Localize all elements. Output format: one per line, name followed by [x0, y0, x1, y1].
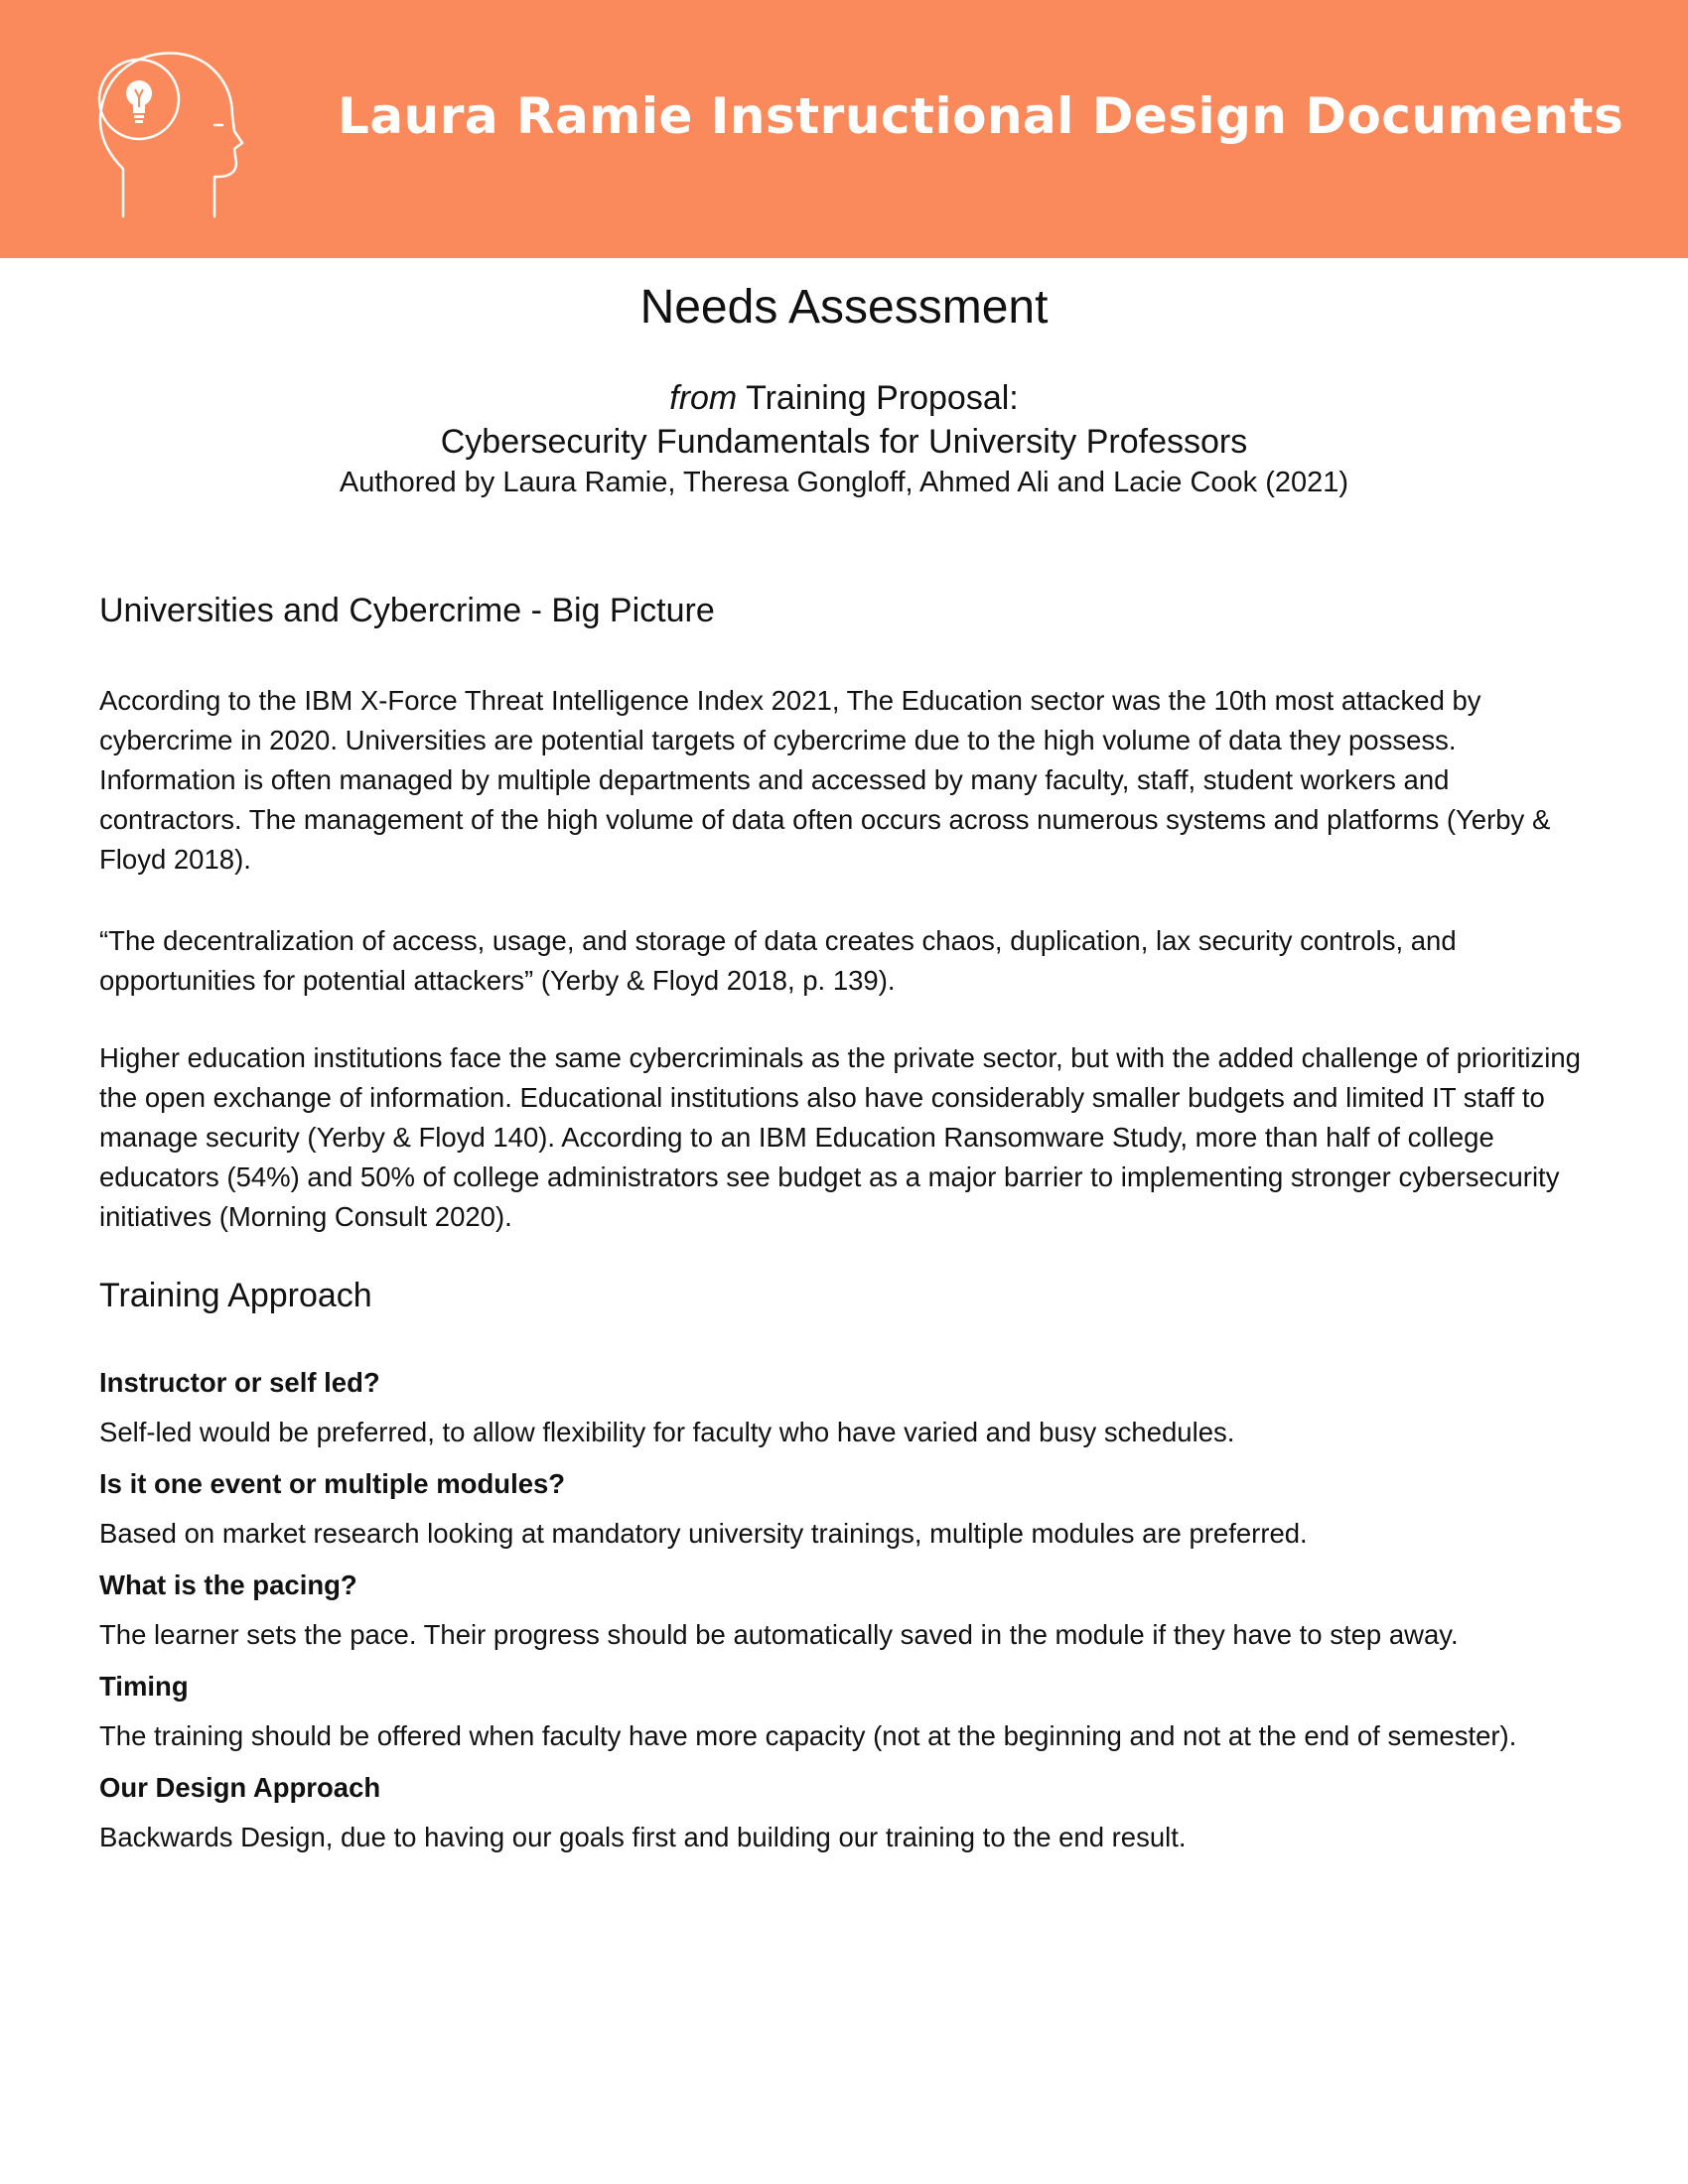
authors-line: Authored by Laura Ramie, Theresa Gongloff, Ahmed Ali and Lacie Cook (2021)	[339, 467, 1349, 498]
section-heading-training-approach: Training Approach	[99, 1277, 372, 1314]
answer-text: Based on market research looking at mandatory university trainings, multiple modules are preferred.	[99, 1518, 1308, 1549]
question-label: Is it one event or multiple modules?	[99, 1468, 566, 1499]
question-label: Instructor or self led?	[99, 1367, 380, 1398]
paragraph-higher-education: Higher education institutions face the same cybercriminals as the private sector, but with the added challenge of prioritizing the open exchange of information. Educational institutions also have considerably smaller budgets and limited IT staff to manage security (Yerby & Floyd 140). According to an IBM Education Ransomware Study, more than half of college educators (54%) and 50% of college administrators see budget as a major barrier to implementing stronger cybersecurity initiatives (Morning Consult 2020).	[99, 1042, 1581, 1232]
section-heading-big-picture: Universities and Cybercrime - Big Picture	[99, 592, 715, 629]
document-body	[99, 588, 1589, 1862]
document-title: Needs Assessment	[639, 281, 1049, 334]
answer-text: The training should be offered when faculty have more capacity (not at the beginning and not at the end of semester).	[99, 1720, 1517, 1751]
subtitle-rest: Training Proposal:	[737, 379, 1019, 417]
question-label: What is the pacing?	[99, 1570, 357, 1600]
question-label: Timing	[99, 1671, 189, 1702]
subtitle-line-1	[0, 379, 1688, 418]
paragraph-quote: “The decentralization of access, usage, and storage of data creates chaos, duplication, lax security controls, and opportunities for potential attackers” (Yerby & Floyd 2018, p. 139).	[99, 925, 1457, 996]
subtitle-prefix: from	[669, 379, 738, 417]
header-title: Laura Ramie Instructional Design Documents	[338, 87, 1624, 145]
paragraph-intro: According to the IBM X-Force Threat Intelligence Index 2021, The Education sector was the 10th most attacked by cybercrime in 2020. Universities are potential targets of cybercrime due to the high volume of data they possess. Information is often managed by multiple departments and accessed by many faculty, staff, student workers and contractors. The management of the high volume of data often occurs across numerous systems and platforms (Yerby & Floyd 2018).	[99, 685, 1551, 875]
question-label: Our Design Approach	[99, 1772, 381, 1803]
answer-text: Backwards Design, due to having our goals first and building our training to the end result.	[99, 1822, 1187, 1852]
header-banner	[0, 0, 1688, 258]
subtitle-line-2: Cybersecurity Fundamentals for University Professors	[440, 423, 1248, 461]
answer-text: The learner sets the pace. Their progress should be automatically saved in the module if they have to step away.	[99, 1619, 1459, 1650]
head-lightbulb-icon	[91, 40, 250, 218]
answer-text: Self-led would be preferred, to allow flexibility for faculty who have varied and busy schedules.	[99, 1417, 1235, 1447]
